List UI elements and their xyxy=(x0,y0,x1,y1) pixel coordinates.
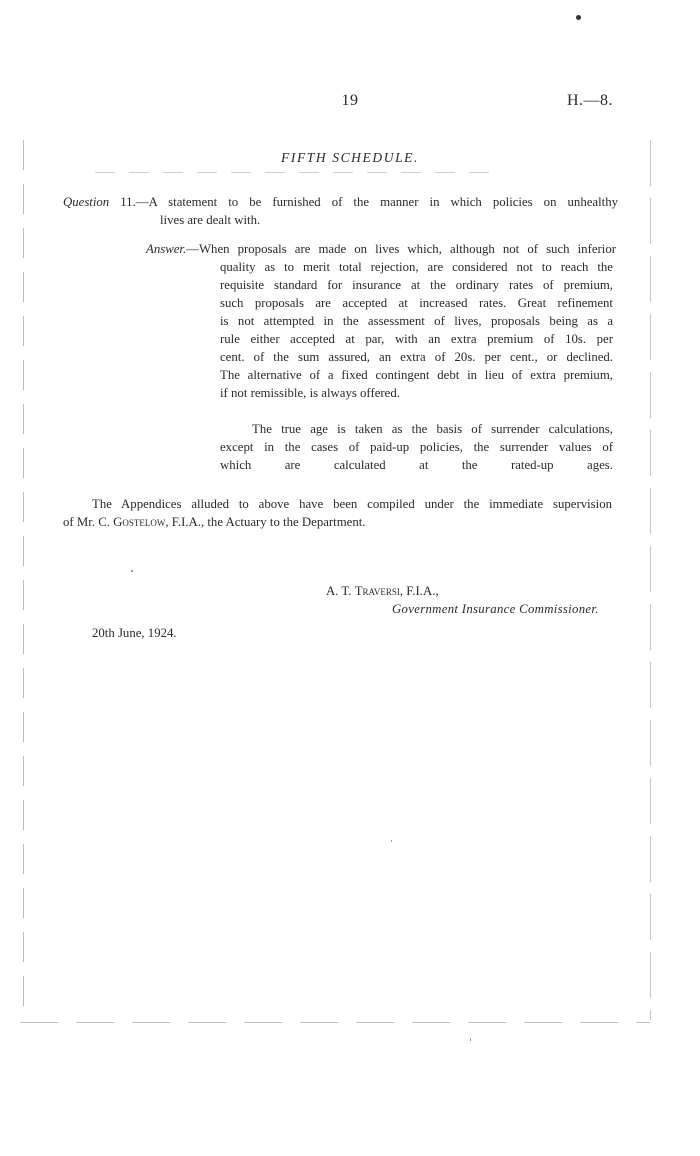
answer-para2-line: which are calculated at the rated-up ages. xyxy=(220,458,613,472)
answer-line-1 xyxy=(146,240,616,258)
signature-qualification: , F.I.A., xyxy=(399,584,439,598)
paper-speck xyxy=(391,840,392,842)
date-line: 20th June, 1924. xyxy=(92,626,177,640)
answer-line: cent. of the sum assured, an extra of 20s. per cent., or declined. xyxy=(220,350,613,364)
left-border-rule xyxy=(23,140,24,1020)
answer-line: if not remissible, is always offered. xyxy=(220,386,400,400)
answer-line: The alternative of a fixed contingent debt in lieu of extra premium, xyxy=(220,368,613,382)
closing-prefix: of Mr. C. xyxy=(63,515,114,529)
paper-speck xyxy=(470,1038,471,1041)
schedule-title: FIFTH SCHEDULE. xyxy=(281,150,419,165)
closing-line-1: The Appendices alluded to above have been compiled under the immediate supervision xyxy=(92,497,612,511)
answer-line: is not attempted in the assessment of lives, proposals being as a xyxy=(220,314,613,328)
answer-line: requisite standard for insurance at the ordinary rates of premium, xyxy=(220,278,613,292)
question-text: 11.—A statement to be furnished of the manner in which policies on unhealthy xyxy=(109,195,618,209)
answer-line: quality as to merit total rejection, are considered not to reach the xyxy=(220,260,613,274)
closing-suffix: , F.I.A., the Actuary to the Department. xyxy=(165,515,366,529)
paper-speck xyxy=(131,570,133,572)
question-line-1 xyxy=(63,193,618,211)
answer-label: Answer. xyxy=(146,242,187,256)
signature-surname: Traversi xyxy=(354,584,400,598)
closing-line-2 xyxy=(63,513,366,531)
bottom-dashed-rule xyxy=(20,1022,650,1023)
question-label: Question xyxy=(63,195,110,209)
question-line-2: lives are dealt with. xyxy=(160,213,261,227)
ink-dot xyxy=(576,15,581,20)
top-dashed-rule xyxy=(95,172,495,173)
right-border-rule xyxy=(650,140,651,1020)
actuary-name: Gostelow xyxy=(113,515,166,529)
answer-line: rule either accepted at par, with an extra premium of 10s. per xyxy=(220,332,613,346)
answer-text: —When proposals are made on lives which, although not of such inferior xyxy=(186,242,616,256)
answer-line: such proposals are accepted at increased rates. Great refinement xyxy=(220,296,613,310)
signature-title: Government Insurance Commissioner. xyxy=(392,602,599,616)
page-number: 19 xyxy=(341,92,359,109)
answer-para2-line: except in the cases of paid-up policies, the surrender values of xyxy=(220,440,613,454)
document-reference: H.—8. xyxy=(567,92,614,109)
signature-initials: A. T. xyxy=(326,584,355,598)
signature-name xyxy=(326,582,439,600)
answer-para2-line: The true age is taken as the basis of surrender calculations, xyxy=(252,422,613,436)
